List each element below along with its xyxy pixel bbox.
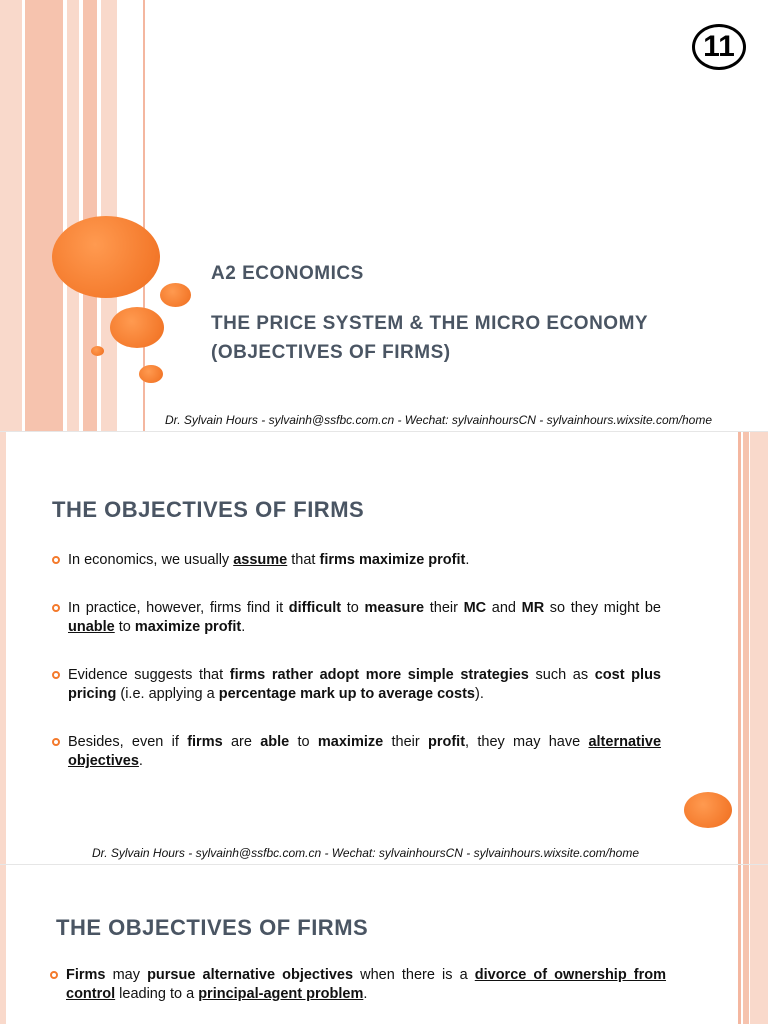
bullet-ring-icon <box>52 671 60 679</box>
text-run: . <box>363 986 368 1002</box>
emphasis-text: MC <box>463 600 487 616</box>
text-run: so they might be <box>544 600 661 616</box>
text-run: are <box>222 734 261 750</box>
orange-circle-decoration <box>52 216 160 298</box>
bullet-ring-icon <box>52 738 60 746</box>
emphasis-text: firms rather adopt more simple strategies <box>229 667 529 683</box>
emphasis-text: assume <box>233 552 288 568</box>
text-run: may <box>105 967 148 983</box>
emphasis-text: firms <box>187 734 223 750</box>
title-slide <box>0 0 768 432</box>
text-run: their <box>424 600 464 616</box>
orange-circle-decoration <box>110 307 164 348</box>
emphasis-text: Firms <box>66 967 106 983</box>
bullet-ring-icon <box>52 604 60 612</box>
decor-stripe <box>743 432 749 865</box>
orange-circle-decoration <box>160 283 191 307</box>
decor-stripe <box>0 432 6 865</box>
decor-stripe <box>0 0 22 432</box>
slide-heading: THE OBJECTIVES OF FIRMS <box>56 915 369 940</box>
text-run: and <box>486 600 522 616</box>
text-run: ). <box>475 686 484 702</box>
emphasis-text: cost plus pricing <box>68 667 661 702</box>
emphasis-text: principal-agent problem <box>198 986 364 1002</box>
list-item <box>52 666 661 704</box>
emphasis-text: pursue alternative objectives <box>147 967 354 983</box>
text-run: leading to a <box>115 986 199 1002</box>
content-slide <box>0 432 768 865</box>
decor-stripe <box>25 0 63 432</box>
slide-heading: THE OBJECTIVES OF FIRMS <box>52 497 365 522</box>
orange-circle-decoration <box>684 792 732 828</box>
author-footer: Dr. Sylvain Hours - sylvainh@ssfbc.com.cn - Wechat: sylvainhoursCN - sylvainhours.wixsite.com/home <box>165 413 713 427</box>
text-run: to <box>114 619 135 635</box>
text-run: In economics, we usually <box>68 552 234 568</box>
emphasis-text: firms maximize profit <box>319 552 466 568</box>
text-run: to <box>341 600 365 616</box>
bullet-list <box>50 966 666 1004</box>
content-slide <box>0 865 768 1024</box>
list-item <box>50 966 666 1004</box>
emphasis-text: difficult <box>288 600 342 616</box>
topic-subtitle: (OBJECTIVES OF FIRMS) <box>211 342 451 363</box>
decor-stripe <box>738 432 741 865</box>
bullet-ring-icon <box>52 556 60 564</box>
decor-stripe <box>750 432 768 865</box>
emphasis-text: profit <box>427 734 466 750</box>
list-item <box>52 733 661 771</box>
emphasis-text: percentage mark up to average costs <box>218 686 475 702</box>
emphasis-text: unable <box>68 619 115 635</box>
emphasis-text: able <box>260 734 290 750</box>
emphasis-text: MR <box>521 600 545 616</box>
decor-stripe <box>67 0 79 432</box>
emphasis-text: maximize profit <box>134 619 242 635</box>
orange-circle-decoration <box>139 365 163 383</box>
text-run: , they may have <box>465 734 589 750</box>
decor-stripe <box>750 865 768 1024</box>
emphasis-text: maximize <box>317 734 384 750</box>
course-title: A2 ECONOMICS <box>211 263 364 284</box>
decor-stripe <box>738 865 741 1024</box>
text-run: (i.e. applying a <box>116 686 219 702</box>
text-run: . <box>241 619 246 635</box>
topic-title: THE PRICE SYSTEM & THE MICRO ECONOMY <box>211 313 649 334</box>
text-run: when there is a <box>353 967 475 983</box>
decor-stripe <box>743 865 749 1024</box>
list-item <box>52 551 661 570</box>
bullet-list <box>52 551 661 771</box>
text-run: such as <box>528 667 595 683</box>
decor-stripe <box>0 865 6 1024</box>
text-run: Besides, even if <box>68 734 188 750</box>
text-run: In practice, however, firms find it <box>68 600 289 616</box>
emphasis-text: alternative objectives <box>68 734 662 769</box>
text-run: that <box>287 552 320 568</box>
text-run: their <box>383 734 428 750</box>
slide-number-badge: 11 <box>692 24 746 70</box>
orange-circle-decoration <box>91 346 104 356</box>
text-run: . <box>465 552 470 568</box>
list-item <box>52 599 661 637</box>
bullet-ring-icon <box>50 971 58 979</box>
emphasis-text: divorce of ownership from control <box>66 967 667 1002</box>
text-run: to <box>289 734 318 750</box>
text-run: . <box>138 753 143 769</box>
emphasis-text: measure <box>364 600 425 616</box>
author-footer: Dr. Sylvain Hours - sylvainh@ssfbc.com.cn - Wechat: sylvainhoursCN - sylvainhours.wixsite.com/home <box>92 846 640 860</box>
text-run: Evidence suggests that <box>68 667 230 683</box>
